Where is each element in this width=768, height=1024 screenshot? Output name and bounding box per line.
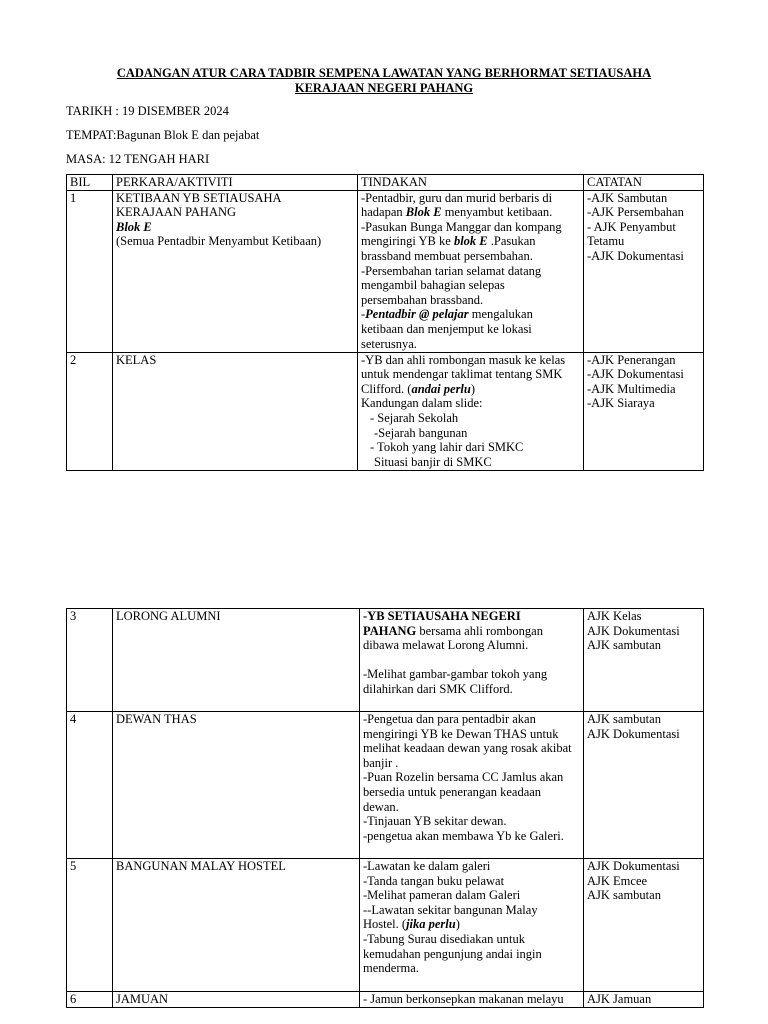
row-1-perkara: KETIBAAN YB SETIAUSAHA KERAJAAN PAHANG Blok E (Semua Pentadbir Menyambut Ketibaan) — [113, 190, 358, 352]
row-4-bil: 4 — [67, 712, 113, 859]
row-1-tindakan: -Pentadbir, guru dan murid berbaris di hadapan Blok E menyambut ketibaan. -Pasukan Bunga Manggar dan kompang mengiringi YB ke blok E .Pasukan brassband membuat persembahan. -Persembahan tarian selamat datang mengambil bahagian selepas persembahan brassband. -Pentadbir @ pelajar mengalukan ketibaan dan menjemput ke lokasi seterusnya. — [358, 190, 584, 352]
schedule-table-2 — [66, 608, 704, 1008]
row-3-perkara: LORONG ALUMNI — [113, 609, 360, 712]
row-5-catatan: AJK Dokumentasi AJK Emcee AJK sambutan — [584, 859, 704, 992]
table-row — [67, 992, 704, 1008]
row-6-catatan: AJK Jamuan — [584, 992, 704, 1008]
row-1-catatan: -AJK Sambutan -AJK Persembahan - AJK Penyambut Tetamu -AJK Dokumentasi — [584, 190, 704, 352]
header-catatan: CATATAN — [584, 175, 704, 191]
row-3-tindakan: -YB SETIAUSAHA NEGERI PAHANG bersama ahli rombongan dibawa melawat Lorong Alumni. -Melihat gambar-gambar tokoh yang dilahirkan dari SMK Clifford. — [360, 609, 584, 712]
header-tindakan: TINDAKAN — [358, 175, 584, 191]
row-5-perkara: BANGUNAN MALAY HOSTEL — [113, 859, 360, 992]
row-3-catatan: AJK Kelas AJK Dokumentasi AJK sambutan — [584, 609, 704, 712]
row-2-bil: 2 — [67, 352, 113, 470]
table-row — [67, 352, 704, 470]
row-4-catatan: AJK sambutan AJK Dokumentasi — [584, 712, 704, 859]
row-6-tindakan: - Jamun berkonsepkan makanan melayu — [360, 992, 584, 1008]
row-6-bil: 6 — [67, 992, 113, 1008]
title-line-1: CADANGAN ATUR CARA TADBIR SEMPENA LAWATAN YANG BERHORMAT SETIAUSAHA — [116, 66, 652, 80]
row-4-tindakan: -Pengetua dan para pentadbir akan mengiringi YB ke Dewan THAS untuk melihat keadaan dewan yang rosak akibat banjir . -Puan Rozelin bersama CC Jamlus akan bersedia untuk penerangan keadaan dewan. -Tinjauan YB sekitar dewan. -pengetua akan membawa Yb ke Galeri. — [360, 712, 584, 859]
row-2-catatan: -AJK Penerangan -AJK Dokumentasi -AJK Multimedia -AJK Siaraya — [584, 352, 704, 470]
row-3-bil: 3 — [67, 609, 113, 712]
table-row — [67, 609, 704, 712]
schedule-table-1 — [66, 174, 704, 471]
row-5-tindakan: -Lawatan ke dalam galeri -Tanda tangan buku pelawat -Melihat pameran dalam Galeri --Lawatan sekitar bangunan Malay Hostel. (jika perlu) -Tabung Surau disediakan untuk kemudahan pengunjung andai ingin menderma. — [360, 859, 584, 992]
header-perkara: PERKARA/AKTIVITI — [113, 175, 358, 191]
document-title — [66, 66, 702, 95]
row-4-perkara: DEWAN THAS — [113, 712, 360, 859]
date-line: TARIKH : 19 DISEMBER 2024 — [66, 104, 229, 118]
row-5-bil: 5 — [67, 859, 113, 992]
table-row — [67, 712, 704, 859]
row-2-tindakan: -YB dan ahli rombongan masuk ke kelas untuk mendengar taklimat tentang SMK Clifford. (andai perlu) Kandungan dalam slide: - Sejarah Sekolah -Sejarah bangunan - Tokoh yang lahir dari SMKC Situasi banjir di SMKC — [358, 352, 584, 470]
row-1-bil: 1 — [67, 190, 113, 352]
table-header-row — [67, 175, 704, 191]
time-line: MASA: 12 TENGAH HARI — [66, 152, 210, 166]
row-2-perkara: KELAS — [113, 352, 358, 470]
title-line-2: KERAJAAN NEGERI PAHANG — [294, 80, 474, 95]
row-6-perkara: JAMUAN — [113, 992, 360, 1008]
table-row — [67, 190, 704, 352]
header-bil: BIL — [67, 175, 113, 191]
venue-line: TEMPAT:Bagunan Blok E dan pejabat — [66, 128, 260, 142]
table-row — [67, 859, 704, 992]
